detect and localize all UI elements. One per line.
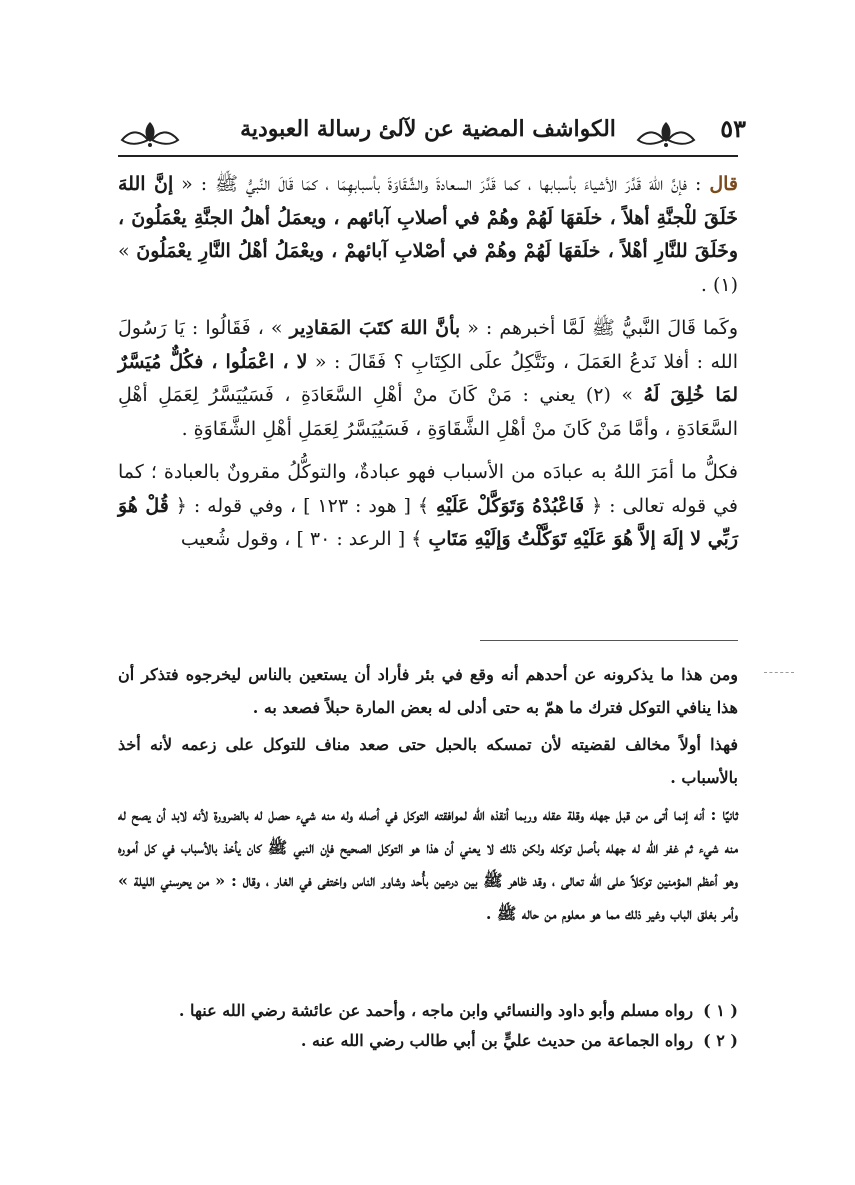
header-rule: [118, 155, 738, 157]
text-run: وكَما قَالَ النَّبيُّ ﷺ لَمَّا أخبرهم : «: [467, 317, 738, 339]
footnote-references: [118, 996, 738, 1056]
text-run: » (٢) يعني : مَنْ كَانَ منْ أهْلِ السَّعَادَةِ ، فَسَيُيَسَّرُ لِعَمَلِ أهْلِ السَّعَادَةِ ، وأمَّا مَنْ كَانَ منْ أهْلِ الشَّقَاوَةِ ، فَسَيُيَسَّرُ لِعَمَلِ أهْلِ الشَّقَاوَةِ .: [118, 384, 738, 440]
note-paragraph: ثانيًا : أنه إنما أتى من قبل جهله وقلة عقله وربما أنقذه الله لموافقته التوكل في أصله وله منه شيء حصل له بالضرورة لأنه لابد أن يصح له منه شيء ثم غفر الله له جهله بأصل توكله ولكن ذلك لا يعني أن هذا هو التوكل الصحيح فإن النبي ﷺ كان يأخذ بالأسباب في كل أموره وهو أعظم المؤمنين توكلاً على الله تعالى ، وقد ظاهر ﷺ بين درعين بأُحد وشاور الناس واختفى في الغار ، وقال : « من يحرسني الليلة » وأمر بغلق الباب وغير ذلك مما هو معلوم من حاله ﷺ .: [118, 805, 739, 923]
note-paragraph: ومن هذا ما يذكرونه عن أحدهم أنه وقع في بئر فأراد أن يستعين بالناس ليخرجوه فتذكر أن هذا ينافي التوكل فترك ما همّ به حتى أدلى له بعض المارة حبلاً فصعد به .: [118, 665, 738, 717]
text-run: » ، فَقَالُوا : يَا رَسُولَ الله : أفلا نَدعُ العَمَلَ ، ونَتَّكِلُ علَى الكِتَابِ ؟ فَقَالَ : «: [118, 317, 738, 373]
hadith-quote: لا ، اعْمَلُوا ، فكُلٌّ مُيَسَّرٌ لمَا خُلِقَ لَهُ: [118, 350, 738, 406]
footnote-item: [118, 1026, 738, 1056]
book-title: الكواشف المضية عن لآلئ رسالة العبودية: [240, 116, 616, 142]
page-header: [118, 108, 746, 160]
hadith-quote: إنَّ اللهَ خَلَقَ للْجنَّةِ أهلاً ، خلَقهَا لَهُمْ وهُمْ في أصلابِ آبائهم ، ويعمَلُ أهلُ الجنَّةِ يعْمَلُونَ ، وخَلَقَ للنَّارِ أهْلاً ، خلَقهَا لَهُمْ وهُمْ في أصْلابِ آبائهمْ ، ويعْمَلُ أهْلُ النَّارِ يعْمَلُونَ: [118, 173, 738, 262]
paragraph: [118, 168, 738, 302]
text-run: ﴾ [ هود : ١٢٣ ] ، وفي قوله : ﴿: [175, 494, 430, 517]
main-text: [118, 168, 738, 557]
text-run: فكلُّ ما أمَرَ اللهُ به عبادَه من الأسباب فهو عبادةٌ، والتوكُّلُ مقرونٌ بالعبادة ؛ كما في قوله تعالى : ﴿: [118, 461, 738, 517]
page-number: ٥٣: [720, 114, 746, 143]
paragraph: [118, 456, 738, 557]
footnote-number: ( ١ ): [703, 1001, 738, 1020]
quran-verse: قُلْ هُوَ رَبِّي لا إلَهَ إلاَّ هُوَ عَلَيْهِ تَوَكَّلْتُ وَإلَيْهِ مَتَابِ: [118, 494, 738, 550]
hadith-quote: بأنَّ اللهَ كتَبَ المَقادِير: [289, 317, 461, 339]
paragraph: [118, 312, 738, 446]
floral-ornament-icon: [118, 118, 182, 148]
lead-word: قال: [709, 173, 738, 195]
footnote-number: ( ٢ ): [703, 1031, 738, 1050]
footnote-text: رواه الجماعة من حديث عليٍّ بن أبي طالب رضي الله عنه .: [300, 1031, 694, 1050]
text-run: : فإنَّ اللهَ قَدَّرَ الأشياءَ بأسبابها ، كما قَدَّرَ السعادةَ والشَّقَاوَةَ بأسبابهِمَا ، كمَا قَالَ النَّبيُّ ﷺ : «: [181, 173, 702, 195]
commentary-notes: [118, 658, 738, 930]
note-paragraph: فهذا أولاً مخالف لقضيته لأن تمسكه بالحبل حتى صعد مناف للتوكل على زعمه لأنه أخذ بالأسباب .: [118, 735, 738, 787]
text-run: » (١) .: [118, 240, 738, 296]
footnote-item: [118, 996, 738, 1026]
text-run: ﴾ [ الرعد : ٣٠ ] ، وقول شُعيب: [180, 528, 423, 550]
quran-verse: فَاعْبُدْهُ وَتَوَكَّلْ عَلَيْهِ: [435, 494, 585, 517]
footnote-separator: [480, 640, 738, 641]
margin-mark: [764, 672, 794, 673]
footnote-text: رواه مسلم وأبو داود والنسائي وابن ماجه ، وأحمد عن عائشة رضي الله عنها .: [178, 1001, 694, 1020]
